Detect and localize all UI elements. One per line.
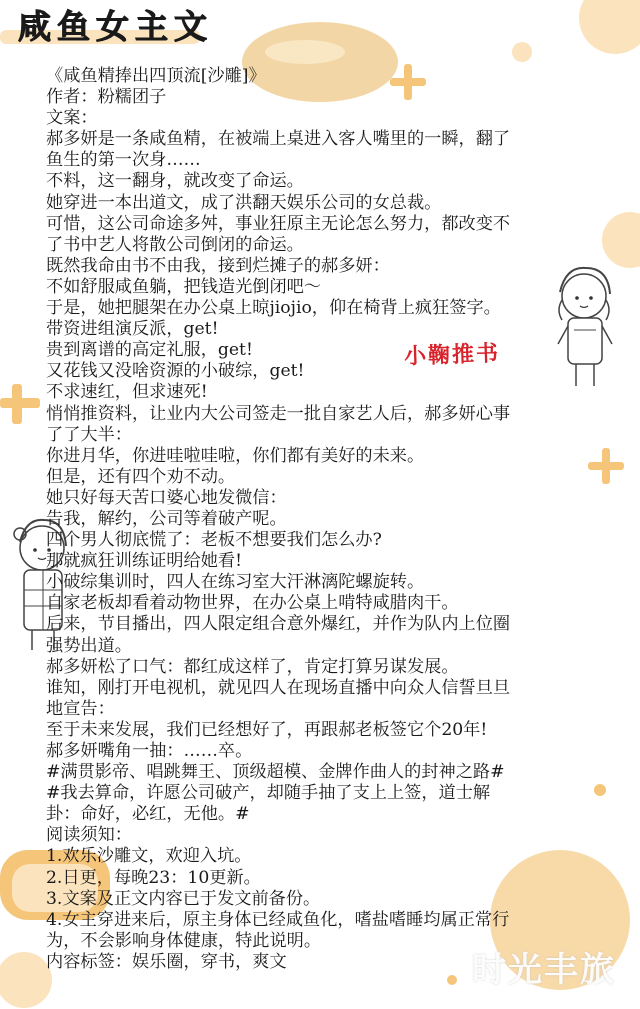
article-line: 但是，还有四个劝不动。 <box>46 466 236 487</box>
article-line: 那就疯狂训练证明给她看! <box>46 551 242 572</box>
article-line: 带资进组演反派，get! <box>46 319 219 340</box>
article-line: 为，不会影响身体健康，特此说明。 <box>46 930 322 951</box>
article-line: 不如舒服咸鱼躺，把钱造光倒闭吧～ <box>46 276 322 297</box>
deco-circle-bottom-left <box>0 952 52 1008</box>
deco-circle-top-right <box>579 0 640 54</box>
article-line: 至于未来发展，我们已经想好了，再跟郝老板签它个20年! <box>46 719 488 740</box>
article-line: 阅读须知： <box>46 825 132 846</box>
article-line: 文案： <box>46 108 98 129</box>
deco-circle-top-right-dot <box>512 42 532 62</box>
recommendation-stamp: 小鞠推书 <box>403 341 501 370</box>
article-line: 又花钱又没啥资源的小破综，get! <box>46 361 305 382</box>
article-line: 既然我命由书不由我，接到烂摊子的郝多妍： <box>46 255 390 276</box>
article-line: 你进月华，你进哇啦哇啦，你们都有美好的未来。 <box>46 445 425 466</box>
article-line: 自家老板却看着动物世界，在办公桌上啃特咸腊肉干。 <box>46 593 459 614</box>
page-title: 咸鱼女主文 <box>18 7 213 46</box>
bread-bun-highlight <box>265 40 345 64</box>
article-line: 四个男人彻底慌了：老板不想要我们怎么办? <box>46 530 382 551</box>
article-line: 告我，解约，公司等着破产呢。 <box>46 508 287 529</box>
article-line: #我去算命，许愿公司破产，却随手抽了支上上签，道士解 <box>46 783 491 804</box>
article-line: 她穿进一本出道文，成了洪翻天娱乐公司的女总裁。 <box>46 192 442 213</box>
article-line: 不求速红，但求速死! <box>46 382 208 403</box>
deco-dot <box>447 975 457 985</box>
article-line: 贵到离谱的高定礼服，get! <box>46 340 253 361</box>
article-line: 3.文案及正文内容已于发文前备份。 <box>46 888 321 909</box>
article-line: 可惜，这公司命途多舛，事业狂原主无论怎么努力，都改变不 <box>46 213 511 234</box>
article-line: 1.欢乐沙雕文，欢迎入坑。 <box>46 846 252 867</box>
article-line: 强势出道。 <box>46 635 132 656</box>
article-line: 于是，她把腿架在办公桌上晾jiojio，仰在椅背上疯狂签字。 <box>46 298 501 319</box>
article-body <box>46 66 626 973</box>
article-line: 了书中艺人将散公司倒闭的命运。 <box>46 234 304 255</box>
article-line: 郝多妍是一条咸鱼精，在被端上桌进入客人嘴里的一瞬，翻了 <box>46 129 511 150</box>
article-line: 作者：粉糯团子 <box>46 87 167 108</box>
article-line: 了了大半： <box>46 424 132 445</box>
article-line: 悄悄推资料，让业内大公司签走一批自家艺人后，郝多妍心事 <box>46 403 511 424</box>
article-line: 谁知，刚打开电视机，就见四人在现场直播中向众人信誓旦旦 <box>46 677 511 698</box>
article-line: 不料，这一翻身，就改变了命运。 <box>46 171 304 192</box>
article-line: 鱼生的第一次身…… <box>46 150 201 171</box>
article-line: 小破综集训时，四人在练习室大汗淋漓陀螺旋转。 <box>46 572 425 593</box>
article-line: #满贯影帝、唱跳舞王、顶级超模、金牌作曲人的封神之路# <box>46 762 505 783</box>
article-line: 郝多妍松了口气：都红成这样了，肯定打算另谋发展。 <box>46 656 459 677</box>
plus-icon-left <box>0 384 40 424</box>
watermark: 时光丰旅 <box>472 950 616 990</box>
article-line: 内容标签：娱乐圈，穿书，爽文 <box>46 951 287 972</box>
article-line: 4.女主穿进来后，原主身体已经咸鱼化，嗜盐嗜睡均属正常行 <box>46 909 510 930</box>
article-line: 郝多妍嘴角一抽：……卒。 <box>46 741 253 761</box>
article-line: 她只好每天苦口婆心地发微信： <box>46 487 287 508</box>
article-line: 2.日更，每晚23：10更新。 <box>46 867 261 888</box>
article-line: 《咸鱼精捧出四顶流[沙雕]》 <box>46 66 266 86</box>
article-line: 地宣告： <box>46 698 115 719</box>
article-line: 后来，节目播出，四人限定组合意外爆红，并作为队内上位圈 <box>46 614 511 635</box>
article-line: 卦：命好，必红，无他。# <box>46 804 250 825</box>
